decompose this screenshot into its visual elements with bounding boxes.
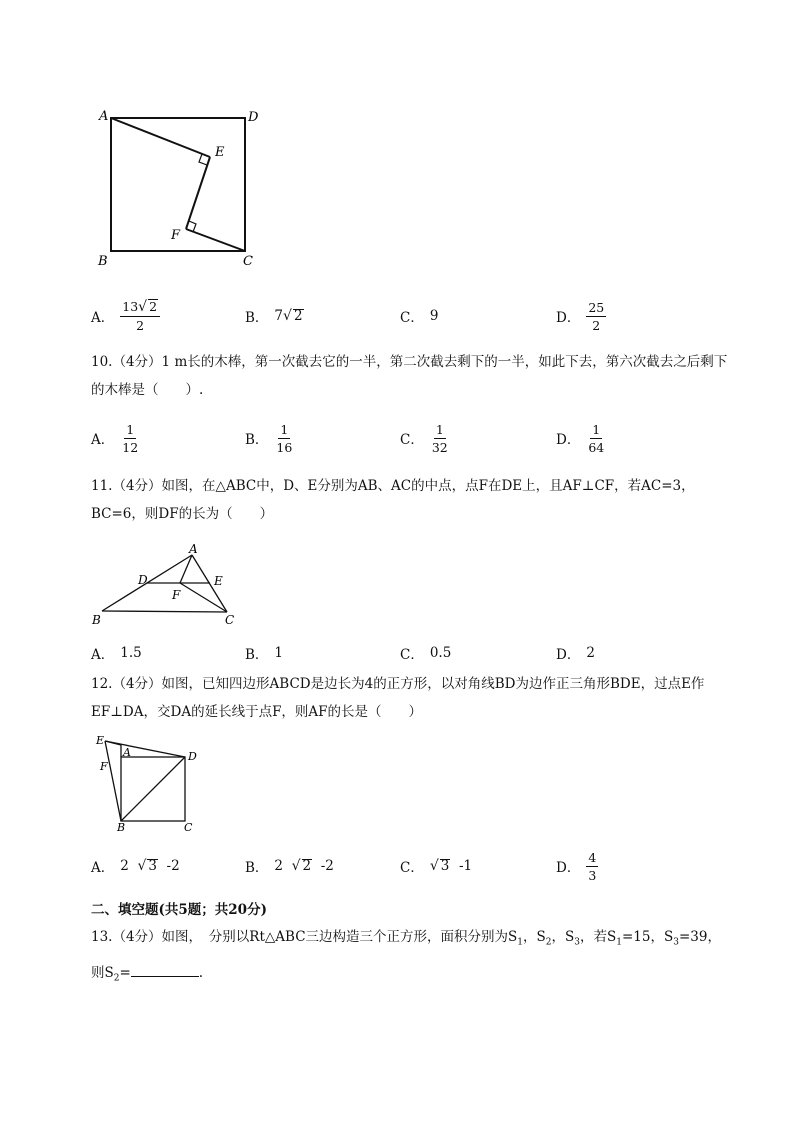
q9-label-f: F (171, 228, 181, 243)
q9-label-b: B (98, 254, 108, 269)
segment-ef (186, 157, 210, 229)
fraction: $\frac{1}{64}$ (588, 421, 605, 455)
q11-label-c: C (225, 613, 235, 627)
q9-label-a: A (99, 109, 109, 124)
q12-text: 12.（4分）如图，已知四边形ABCD是边长为4的正方形，以对角线BD为边作正三角形BDE，过点E作EF⊥DA，交DA的延长线于点F，则AF的长是（ ） (91, 676, 705, 720)
fraction: $\frac{13√ 2}{2}$ (120, 299, 160, 333)
q11-label-f: F (172, 588, 181, 602)
q11-label-e: E (214, 574, 223, 588)
q9-option-c[interactable]: C． 9 (400, 308, 439, 326)
segment-bc (102, 611, 227, 612)
fraction: $\frac{1}{32}$ (431, 421, 448, 455)
q12-option-a[interactable]: A． 2 √ 3 -2 (91, 858, 180, 876)
q11-label-a: A (189, 542, 198, 556)
answer-blank[interactable] (131, 962, 199, 977)
q12-label-c: C (184, 821, 193, 833)
q10-option-c[interactable]: C． $\frac{1}{32}$ (400, 421, 448, 455)
q11-label-b: B (92, 613, 101, 627)
q13-line-1: 13.（4分）如图， 分别以Rt△ABC三边构造三个正方形，面积分别为$S_1$，$S_2$，$S_3$，若$S_1=15$，$S_3=39$， (91, 929, 721, 948)
segment-ae (111, 118, 210, 157)
q12-label-e: E (96, 734, 105, 747)
q10-options (91, 416, 711, 460)
q9-label-d: D (248, 110, 259, 125)
segment-eb (105, 741, 121, 821)
q11-figure (88, 540, 248, 628)
q9-options (91, 294, 711, 338)
fraction: $\frac{1}{12}$ (122, 421, 139, 455)
q12-label-a: A (123, 746, 131, 759)
q12-options (91, 844, 711, 888)
fraction: $\frac{25}{2}$ (588, 299, 605, 333)
q11-option-d[interactable]: D． 2 (556, 645, 595, 663)
q11-option-b[interactable]: B． 1 (245, 645, 284, 663)
q10-option-a[interactable]: A． $\frac{1}{12}$ (91, 421, 139, 455)
q11-options (91, 631, 711, 675)
q12-label-b: B (117, 821, 126, 833)
q9-option-d[interactable]: D． $\frac{25}{2}$ (556, 299, 605, 333)
q12-label-f: F (100, 760, 108, 773)
q10-option-d[interactable]: D． $\frac{1}{64}$ (556, 421, 605, 455)
diagonal-bd (121, 757, 185, 821)
q11-text: 11.（4分）如图，在△ABC中，D、E分别为AB、AC的中点，点F在DE上，且AF⊥CF，若AC=3，BC=6，则DF的长为（ ） (91, 478, 695, 522)
q11-option-a[interactable]: A． 1.5 (91, 645, 142, 663)
q10-option-b[interactable]: B． $\frac{1}{16}$ (245, 421, 293, 455)
q12-label-d: D (188, 750, 197, 763)
fraction: $\frac{4}{3}$ (588, 849, 597, 883)
fraction: $\frac{1}{16}$ (276, 421, 293, 455)
q13-text (91, 922, 731, 993)
q9-figure (95, 105, 270, 270)
q12-figure (93, 728, 208, 833)
segment-fc (186, 229, 245, 251)
q13-line-2: 则$S_2=$ . (91, 958, 731, 994)
q11-label-d: D (138, 573, 148, 587)
q12-option-b[interactable]: B． 2 √ 2 -2 (245, 858, 334, 876)
section-title: 二、填空题(共5题；共20分) (91, 902, 267, 918)
q9-option-a[interactable]: A． $\frac{13√ 2}{2}$ (91, 294, 160, 338)
q11-option-c[interactable]: C． 0.5 (400, 645, 452, 663)
q12-option-c[interactable]: C． √ 3 -1 (400, 858, 473, 876)
q9-label-e: E (215, 145, 225, 160)
q10-text: 10.（4分）1 m长的木棒，第一次截去它的一半，第二次截去剩下的一半，如此下去，第六次截去之后剩下的木棒是（ ）. (91, 354, 728, 398)
segment-ef (105, 741, 121, 745)
q9-option-b[interactable]: B． 7 √ 2 (245, 308, 303, 326)
q9-label-c: C (243, 254, 253, 269)
q12-option-d[interactable]: D． $\frac{4}{3}$ (556, 849, 597, 883)
